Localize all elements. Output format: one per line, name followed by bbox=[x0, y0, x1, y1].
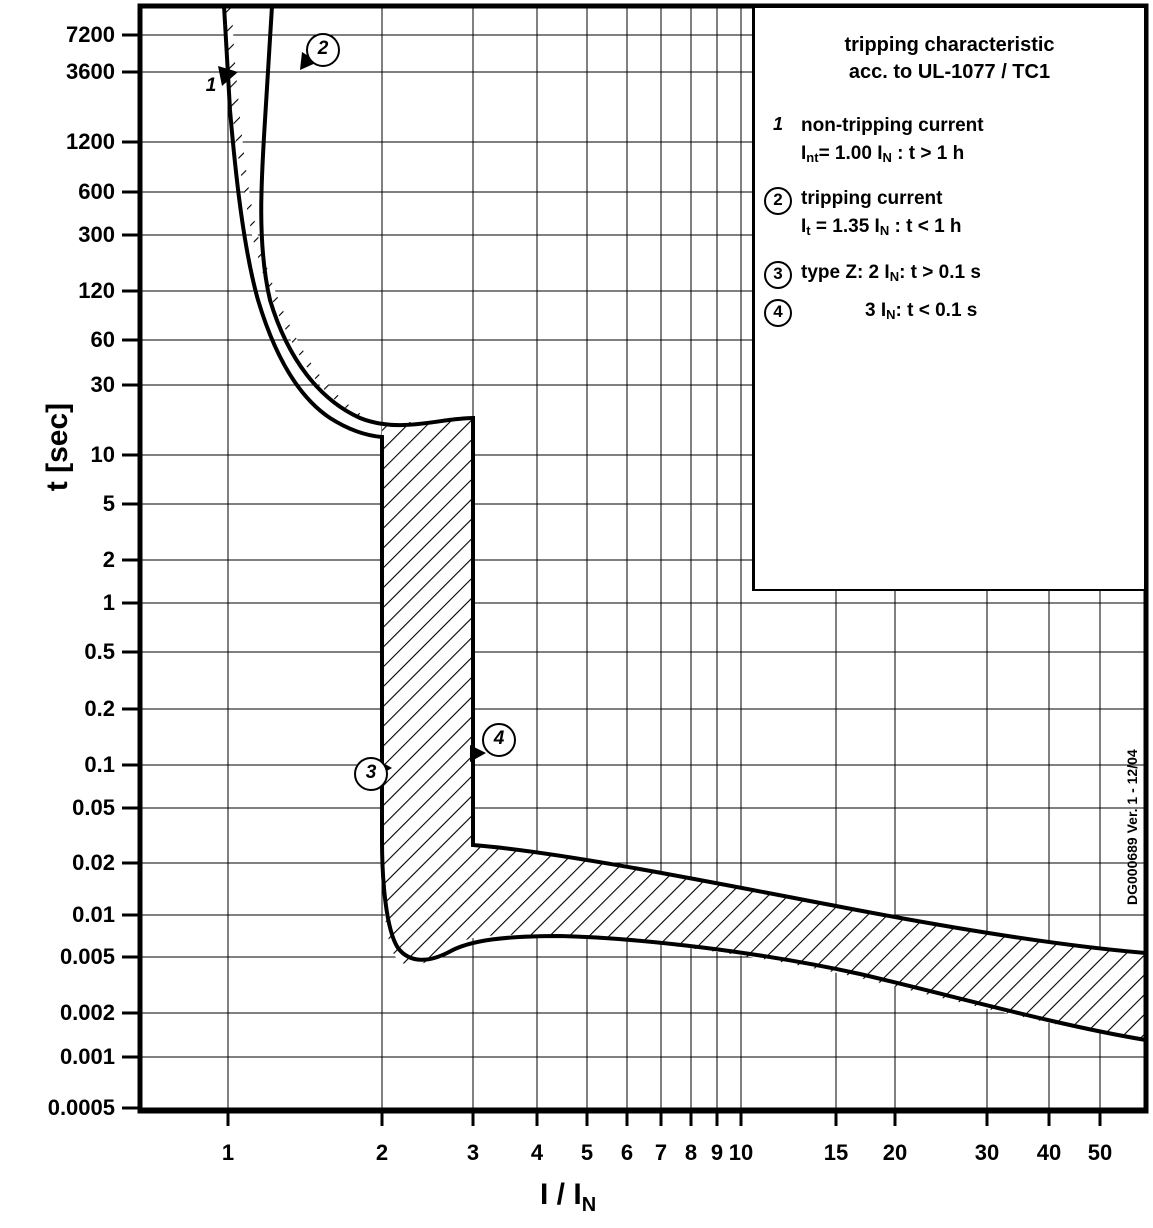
y-tick-label: 0.05 bbox=[72, 795, 115, 820]
legend-row1-line1: non-tripping current bbox=[801, 115, 984, 136]
legend-row4-tail: : t < 0.1 s bbox=[895, 299, 978, 321]
legend-text-2 bbox=[801, 185, 1144, 240]
x-tick-label: 20 bbox=[882, 1140, 908, 1165]
legend-row1-mid: = 1.00 I bbox=[818, 142, 883, 164]
y-tick-label: 0.005 bbox=[59, 944, 115, 969]
y-tick-label: 0.01 bbox=[72, 902, 115, 927]
annotation-marker-3: 3 bbox=[354, 757, 388, 791]
x-tick-label: 15 bbox=[823, 1140, 849, 1165]
x-tick-label: 8 bbox=[684, 1140, 698, 1165]
legend-row1-sym: I bbox=[801, 142, 807, 164]
legend-row-3 bbox=[755, 259, 1144, 289]
legend-row3-line1 bbox=[801, 259, 1144, 287]
legend-row2-line2 bbox=[801, 213, 1144, 241]
annotation-marker-2: 2 bbox=[306, 33, 340, 67]
legend-mark-4 bbox=[755, 297, 801, 327]
legend-row2-mid: = 1.35 I bbox=[810, 215, 880, 237]
y-tick-label: 5 bbox=[102, 491, 115, 516]
y-tick-label: 0.02 bbox=[72, 850, 115, 875]
legend-mark-1: 1 bbox=[772, 114, 783, 134]
legend-rows bbox=[755, 112, 1144, 327]
legend-row4-val: 3 I bbox=[865, 299, 887, 321]
legend-row2-sym: I bbox=[801, 215, 807, 237]
legend-row4-line1 bbox=[865, 297, 1144, 325]
legend-row1-line2 bbox=[801, 140, 1144, 168]
legend-mark-2 bbox=[755, 185, 801, 215]
x-tick-label: 7 bbox=[654, 1140, 668, 1165]
y-tick-label: 1200 bbox=[66, 129, 115, 154]
legend-row2-sub: t bbox=[806, 222, 811, 238]
x-tick-label: 9 bbox=[710, 1140, 724, 1165]
legend-text-4 bbox=[801, 297, 1144, 325]
y-tick-marks bbox=[122, 35, 140, 1108]
y-tick-label: 2 bbox=[102, 547, 115, 572]
legend-text-3 bbox=[801, 259, 1144, 287]
x-tick-label: 3 bbox=[466, 1140, 480, 1165]
x-axis-title-sub: N bbox=[581, 1194, 597, 1216]
y-tick-label: 3600 bbox=[66, 59, 115, 84]
x-tick-label: 5 bbox=[580, 1140, 594, 1165]
document-code: DG000689 Ver. 1 - 12/04 bbox=[1124, 749, 1140, 905]
x-tick-label: 4 bbox=[530, 1140, 544, 1165]
legend-title-line1: tripping characteristic bbox=[844, 34, 1055, 56]
legend-mark-2-circle: 2 bbox=[764, 187, 792, 215]
legend-row-4 bbox=[755, 297, 1144, 327]
y-tick-label: 0.2 bbox=[84, 696, 115, 721]
x-axis-title bbox=[540, 1178, 596, 1217]
x-tick-label: 1 bbox=[221, 1140, 235, 1165]
legend-row3-sub: N bbox=[889, 268, 900, 284]
y-tick-label: 1 bbox=[102, 590, 115, 615]
y-tick-label: 60 bbox=[90, 327, 115, 352]
legend-row2-sub2: N bbox=[879, 222, 890, 238]
annotation-marker-4: 4 bbox=[482, 723, 516, 757]
legend-row2-line1: tripping current bbox=[801, 188, 943, 210]
annotation-marker-1: 1 bbox=[205, 75, 217, 96]
legend-mark-4-circle: 4 bbox=[764, 299, 792, 327]
y-tick-label: 7200 bbox=[66, 22, 115, 47]
y-tick-label: 600 bbox=[78, 179, 115, 204]
legend-title bbox=[755, 32, 1144, 86]
legend-row1-tail: : t > 1 h bbox=[891, 142, 965, 164]
legend-title-line2: acc. to UL-1077 / TC1 bbox=[848, 61, 1051, 83]
x-tick-label: 30 bbox=[974, 1140, 1000, 1165]
y-tick-label: 0.0005 bbox=[47, 1095, 115, 1120]
y-tick-label: 0.002 bbox=[59, 1000, 115, 1025]
legend-box bbox=[752, 6, 1146, 591]
y-tick-label: 0.001 bbox=[59, 1044, 115, 1069]
legend-row3-type: type Z: 2 I bbox=[801, 261, 890, 283]
y-tick-label: 30 bbox=[90, 372, 115, 397]
legend-mark-3-circle: 3 bbox=[764, 261, 792, 289]
x-tick-label: 2 bbox=[375, 1140, 389, 1165]
x-tick-label: 10 bbox=[728, 1140, 754, 1165]
y-tick-label: 0.1 bbox=[84, 752, 115, 777]
x-axis-title-main: I / I bbox=[540, 1178, 582, 1211]
legend-row2-tail: : t < 1 h bbox=[889, 215, 962, 237]
y-tick-label: 300 bbox=[78, 222, 115, 247]
legend-text-1 bbox=[801, 112, 1144, 167]
y-tick-label: 10 bbox=[90, 442, 115, 467]
y-tick-label: 120 bbox=[78, 278, 115, 303]
legend-row-1 bbox=[755, 112, 1144, 167]
legend-mark-3 bbox=[755, 259, 801, 289]
y-tick-label: 0.5 bbox=[84, 639, 115, 664]
legend-row3-tail: : t > 0.1 s bbox=[899, 261, 981, 283]
x-tick-label: 40 bbox=[1036, 1140, 1062, 1165]
legend-row-2 bbox=[755, 185, 1144, 240]
legend-row1-sub2: N bbox=[882, 149, 892, 165]
legend-row4-sub: N bbox=[886, 306, 896, 322]
x-tick-label: 6 bbox=[620, 1140, 634, 1165]
y-axis-title: t [sec] bbox=[41, 402, 74, 492]
legend-row1-sub: nt bbox=[806, 149, 819, 165]
x-tick-label: 50 bbox=[1087, 1140, 1113, 1165]
